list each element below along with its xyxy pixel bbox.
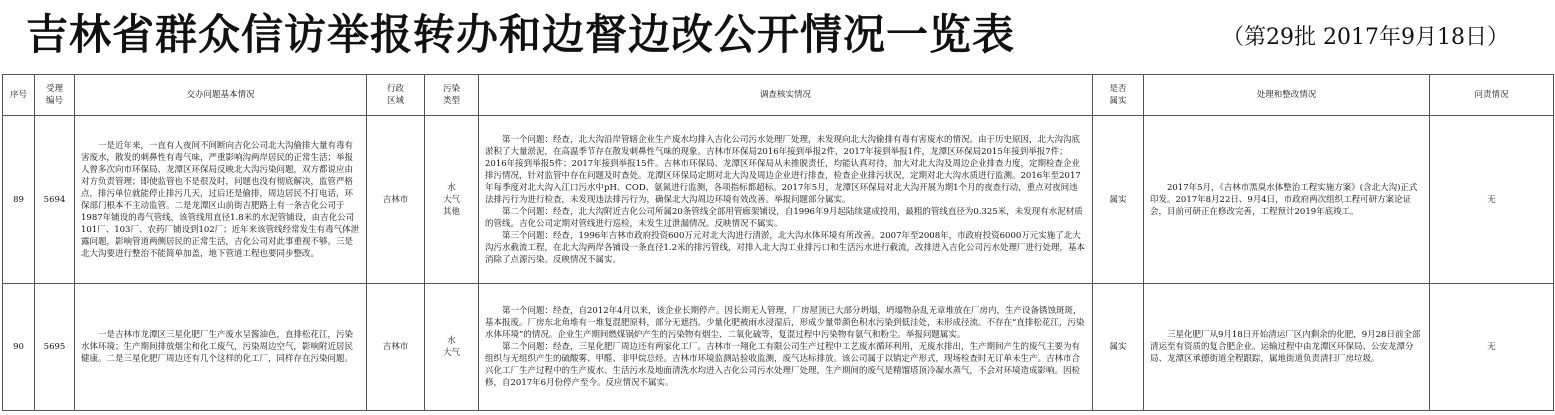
header-handling: 处理和整改情况 [1144, 75, 1430, 116]
batch-info: （第29批 2017年9月18日） [1222, 25, 1509, 50]
cell-pollution: 水 大气 [425, 284, 479, 411]
header-basic: 交办问题基本情况 [75, 75, 367, 116]
cell-verified: 属实 [1093, 284, 1144, 411]
page-title: 吉林省群众信访举报转办和边督边改公开情况一览表 [26, 10, 1016, 59]
cell-verified: 属实 [1093, 116, 1144, 284]
cell-handling: 三星化肥厂从9月18日开始清运厂区内剩余的化肥，9月28日前全部清运至有资质的复合肥企业。运输过程中由龙潭区环保局、公安龙潭分局、龙潭区承德街道全程跟踪，属地街道负责清扫厂房垃圾。 [1144, 284, 1430, 411]
cell-pollution: 水 大气 其他 [425, 116, 479, 284]
table-row [3, 284, 1554, 411]
table-row [3, 116, 1554, 284]
header-region: 行政 区域 [367, 75, 425, 116]
header-accountability: 问责情况 [1430, 75, 1554, 116]
header-id: 受理 编号 [35, 75, 75, 116]
cell-seq: 89 [3, 116, 35, 284]
cell-accountability: 无 [1430, 284, 1554, 411]
report-table [2, 74, 1554, 411]
cell-basic: 一是近年来，一直有人夜间不间断向吉化公司北大沟偷排大量有毒有害废水，散发的刺鼻性有毒气味，严重影响沟两岸居民的正常生活；举报人曾多次向市环保局、龙潭区环保局反映北大沟污染问题，双方都说应由对方负责管理；即使监管也不是很及时，问题也没有彻底解决，监管严格点，排污单位就能停止排污几天，过后还是偷排，周边居民不打电话，环保部门根本不主动监管。二是龙潭区山前街吉肥路上有一条吉化公司于1987年铺设的毒气管线，该管线用直径1.8米的水泥管铺设，由吉化公司101厂、103厂、农药厂铺设到102厂；近年来该管线经常发生有毒气体泄露问题，影响管道两侧居民的正常生活，吉化公司对此事重视不够。三是北大沟要进行整治不能简单加盖，地下管道工程也要同步整改。 [75, 116, 367, 284]
title-row [0, 0, 1555, 64]
cell-accountability: 无 [1430, 116, 1554, 284]
cell-region: 吉林市 [367, 284, 425, 411]
table-header-row [3, 75, 1554, 116]
header-verified: 是否 属实 [1093, 75, 1144, 116]
cell-region: 吉林市 [367, 116, 425, 284]
cell-handling: 2017年5月，《吉林市黑臭水体整治工程实施方案》(含北大沟)正式印发。2017年8月22日、9月4日，市政府两次组织工程可研方案论证会，目前可研正在修改完善，工程预计2019年底竣工。 [1144, 116, 1430, 284]
cell-basic: 一是吉林市龙潭区三星化肥厂生产废水呈酱油色，直排松花江，污染水体环境；生产期间排放烟尘和化工废气，污染周边空气，影响附近居民健康。二是三星化肥厂周边还有几个这样的化工厂，同样存在污染问题。 [75, 284, 367, 411]
header-seq: 序号 [3, 75, 35, 116]
header-investigation: 调查核实情况 [479, 75, 1093, 116]
cell-investigation: 第一个问题：经查，自2012年4月以来，该企业长期停产。因长期无人管理，厂房屋顶已大部分坍塌，坍塌物杂乱无章堆放在厂房内，生产设备锈蚀斑斑，基本报废。厂房东北角堆有一堆复混肥原料，部分无遮挡。少量化肥被雨水浸湿后，形成少量带颜色积水污染到低洼处，未形成径流。不存在“直排松花江，污染水体环境”的情况。企业生产期间燃煤锅炉产生的污染物有烟尘、二氧化硫等，复混过程中污染物有氨气和粉尘。举报问题属实。 第二个问题：经查，三星化肥厂周边还有两家化工厂。吉林市一翔化工有限公司生产过程中工艺废水循环利用，无废水排出，生产期间产生的废气主要为有组织与无组织产生的硫酸雾、甲醛、非甲烷总烃。吉林市环境监测站验收监测，废气达标排放。该公司属于以销定产形式，现场检查时无订单未生产。吉林市合兴化工厂生产过程中的生产废水、生活污水及地面清洗水均进入吉化公司污水处理厂处理，生产期间的废气是精馏塔顶冷凝水蒸气，不会对环境造成影响。因检修，自2017年6月份停产至今。反应情况不属实。 [479, 284, 1093, 411]
cell-id: 5694 [35, 116, 75, 284]
cell-seq: 90 [3, 284, 35, 411]
header-pollution: 污染 类型 [425, 75, 479, 116]
cell-id: 5695 [35, 284, 75, 411]
cell-investigation: 第一个问题：经查，北大沟沿岸管辖企业生产废水均排入吉化公司污水处理厂处理，未发现向北大沟偷排有毒有害废水的情况。由于历史原因，北大沟沟底淤积了大量淤泥，在高温季节存在散发刺鼻性气味的现象。吉林市环保局2016年接到举报2件，2017年接到举报1件，龙潭区环保局2015年接到举报7件；2016年接到举报5件；2017年接到举报15件。吉林市环保局、龙潭区环保局从未推脱责任，均能认真对待，加大对北大沟及周边企业排查力度，定期检查企业排污情况，针对监管中存在问题及时查处。龙潭区环保局定期对北大沟及周边企业进行排查，检查企业排污状况，定期对北大沟水质进行监测。2016年至2017年每季度对北大沟入江口污水中pH、COD、氨氮进行监测，各项指标都超标。2017年5月，龙潭区环保局对北大沟开展为期1个月的夜查行动，重点对夜间违法排污行为进行检查，未发现违法排污行为，确保北大沟周边环境有效改善。举报问题部分属实。 第二个问题：经查，北大沟附近吉化公司所属20条管线全部用管廊架铺设，自1996年9月起陆续建成投用，最粗的管线直径为0.325米，未发现有水泥材质的管线。吉化公司定期对管线进行巡检，未发生过泄漏情况。反映情况不属实。 第三个问题：经查，1996年吉林市政府投资600万元对北大沟进行清淤，北大沟水体环境有所改善。2007年至2008年，市政府投资6000万元实施了北大沟污水截流工程，在北大沟两岸各铺设一条直径1.2米的排污管线，对排入北大沟工业排污口和生活污水进行截流，改排进入吉化公司污水处理厂进行处理，基本消除了点源污染。反映情况不属实。 [479, 116, 1093, 284]
